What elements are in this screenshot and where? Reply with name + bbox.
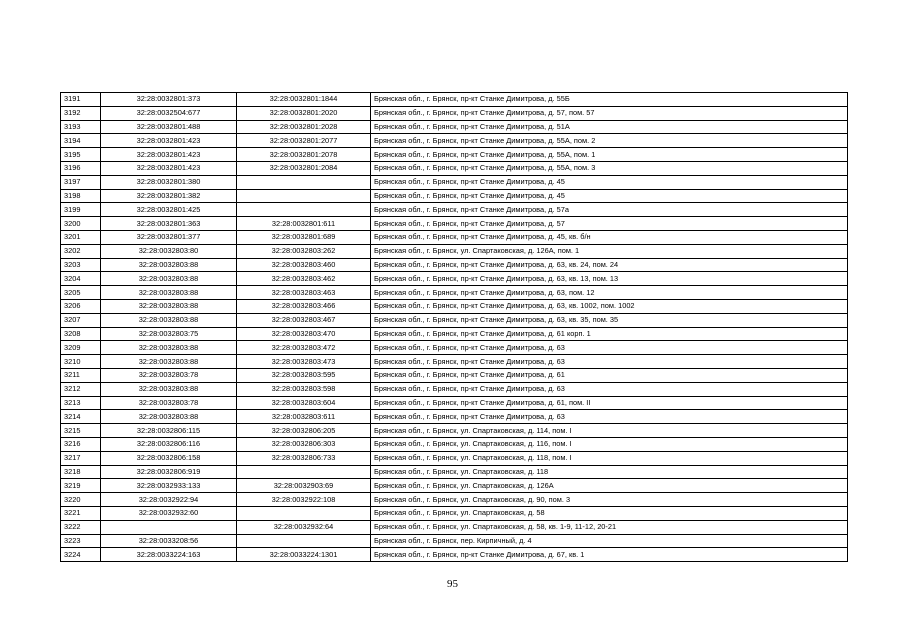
object-cadastral-number-cell: 32:28:0032801:1844 <box>237 93 371 107</box>
cadastral-table <box>60 92 848 562</box>
land-cadastral-number-cell: 32:28:0032803:88 <box>101 341 237 355</box>
row-number-cell: 3208 <box>61 327 101 341</box>
row-number-cell: 3223 <box>61 534 101 548</box>
address-cell: Брянская обл., г. Брянск, пр-кт Станке Димитрова, д. 63 <box>371 355 848 369</box>
row-number-cell: 3209 <box>61 341 101 355</box>
table-row <box>61 424 848 438</box>
table-row <box>61 258 848 272</box>
object-cadastral-number-cell: 32:28:0032806:733 <box>237 451 371 465</box>
object-cadastral-number-cell <box>237 465 371 479</box>
row-number-cell: 3211 <box>61 368 101 382</box>
address-cell: Брянская обл., г. Брянск, пр-кт Станке Димитрова, д. 45 <box>371 189 848 203</box>
land-cadastral-number-cell: 32:28:0032803:80 <box>101 244 237 258</box>
table-row <box>61 161 848 175</box>
row-number-cell: 3196 <box>61 161 101 175</box>
object-cadastral-number-cell: 32:28:0032801:689 <box>237 230 371 244</box>
table-row <box>61 506 848 520</box>
object-cadastral-number-cell: 32:28:0032922:108 <box>237 493 371 507</box>
land-cadastral-number-cell: 32:28:0032803:88 <box>101 410 237 424</box>
row-number-cell: 3191 <box>61 93 101 107</box>
land-cadastral-number-cell: 32:28:0032933:133 <box>101 479 237 493</box>
object-cadastral-number-cell <box>237 189 371 203</box>
table-row <box>61 148 848 162</box>
table-row <box>61 451 848 465</box>
table-row <box>61 520 848 534</box>
address-cell: Брянская обл., г. Брянск, пр-кт Станке Димитрова, д. 57, пом. 57 <box>371 106 848 120</box>
object-cadastral-number-cell: 32:28:0032803:467 <box>237 313 371 327</box>
address-cell: Брянская обл., г. Брянск, пр-кт Станке Димитрова, д. 55А, пом. 3 <box>371 161 848 175</box>
address-cell: Брянская обл., г. Брянск, пр-кт Станке Димитрова, д. 55А, пом. 2 <box>371 134 848 148</box>
row-number-cell: 3219 <box>61 479 101 493</box>
row-number-cell: 3197 <box>61 175 101 189</box>
land-cadastral-number-cell: 32:28:0032801:373 <box>101 93 237 107</box>
land-cadastral-number-cell: 32:28:0032806:116 <box>101 437 237 451</box>
address-cell: Брянская обл., г. Брянск, пр-кт Станке Димитрова, д. 45, кв. б/н <box>371 230 848 244</box>
table-row <box>61 189 848 203</box>
address-cell: Брянская обл., г. Брянск, пр-кт Станке Димитрова, д. 63, пом. 12 <box>371 286 848 300</box>
address-cell: Брянская обл., г. Брянск, пр-кт Станке Димитрова, д. 51А <box>371 120 848 134</box>
object-cadastral-number-cell: 32:28:0032803:466 <box>237 299 371 313</box>
land-cadastral-number-cell: 32:28:0032801:382 <box>101 189 237 203</box>
land-cadastral-number-cell: 32:28:0032803:78 <box>101 396 237 410</box>
object-cadastral-number-cell: 32:28:0032803:598 <box>237 382 371 396</box>
address-cell: Брянская обл., г. Брянск, пр-кт Станке Димитрова, д. 61, пом. II <box>371 396 848 410</box>
object-cadastral-number-cell: 32:28:0032801:2084 <box>237 161 371 175</box>
row-number-cell: 3205 <box>61 286 101 300</box>
object-cadastral-number-cell: 32:28:0033224:1301 <box>237 548 371 562</box>
table-row <box>61 396 848 410</box>
address-cell: Брянская обл., г. Брянск, пр-кт Станке Димитрова, д. 61 <box>371 368 848 382</box>
table-row <box>61 230 848 244</box>
object-cadastral-number-cell: 32:28:0032803:470 <box>237 327 371 341</box>
row-number-cell: 3204 <box>61 272 101 286</box>
land-cadastral-number-cell: 32:28:0032504:677 <box>101 106 237 120</box>
address-cell: Брянская обл., г. Брянск, пр-кт Станке Димитрова, д. 63, кв. 13, пом. 13 <box>371 272 848 286</box>
land-cadastral-number-cell: 32:28:0032801:423 <box>101 161 237 175</box>
land-cadastral-number-cell: 32:28:0032806:115 <box>101 424 237 438</box>
address-cell: Брянская обл., г. Брянск, пр-кт Станке Димитрова, д. 63 <box>371 410 848 424</box>
table-row <box>61 286 848 300</box>
address-cell: Брянская обл., г. Брянск, пер. Кирпичный, д. 4 <box>371 534 848 548</box>
land-cadastral-number-cell: 32:28:0032806:158 <box>101 451 237 465</box>
land-cadastral-number-cell: 32:28:0032801:377 <box>101 230 237 244</box>
object-cadastral-number-cell: 32:28:0032801:2078 <box>237 148 371 162</box>
land-cadastral-number-cell: 32:28:0032801:488 <box>101 120 237 134</box>
address-cell: Брянская обл., г. Брянск, пр-кт Станке Димитрова, д. 57а <box>371 203 848 217</box>
object-cadastral-number-cell: 32:28:0032801:2077 <box>237 134 371 148</box>
table-row <box>61 203 848 217</box>
row-number-cell: 3213 <box>61 396 101 410</box>
address-cell: Брянская обл., г. Брянск, пр-кт Станке Димитрова, д. 61 корп. 1 <box>371 327 848 341</box>
land-cadastral-number-cell: 32:28:0032801:380 <box>101 175 237 189</box>
land-cadastral-number-cell: 32:28:0032803:88 <box>101 313 237 327</box>
object-cadastral-number-cell: 32:28:0032803:604 <box>237 396 371 410</box>
row-number-cell: 3217 <box>61 451 101 465</box>
address-cell: Брянская обл., г. Брянск, ул. Спартаковская, д. 114, пом. I <box>371 424 848 438</box>
table-row <box>61 493 848 507</box>
row-number-cell: 3195 <box>61 148 101 162</box>
land-cadastral-number-cell: 32:28:0032803:75 <box>101 327 237 341</box>
row-number-cell: 3202 <box>61 244 101 258</box>
table-row <box>61 382 848 396</box>
row-number-cell: 3218 <box>61 465 101 479</box>
table-row <box>61 465 848 479</box>
row-number-cell: 3192 <box>61 106 101 120</box>
land-cadastral-number-cell: 32:28:0032803:88 <box>101 355 237 369</box>
address-cell: Брянская обл., г. Брянск, ул. Спартаковская, д. 118, пом. I <box>371 451 848 465</box>
object-cadastral-number-cell: 32:28:0032803:462 <box>237 272 371 286</box>
object-cadastral-number-cell: 32:28:0032803:473 <box>237 355 371 369</box>
land-cadastral-number-cell: 32:28:0032801:423 <box>101 134 237 148</box>
table-row <box>61 272 848 286</box>
land-cadastral-number-cell: 32:28:0032801:363 <box>101 217 237 231</box>
table-row <box>61 93 848 107</box>
table-row <box>61 244 848 258</box>
table-row <box>61 217 848 231</box>
row-number-cell: 3203 <box>61 258 101 272</box>
object-cadastral-number-cell: 32:28:0032801:2028 <box>237 120 371 134</box>
row-number-cell: 3194 <box>61 134 101 148</box>
address-cell: Брянская обл., г. Брянск, ул. Спартаковская, д. 58, кв. 1-9, 11-12, 20-21 <box>371 520 848 534</box>
table-row <box>61 175 848 189</box>
table-row <box>61 410 848 424</box>
address-cell: Брянская обл., г. Брянск, пр-кт Станке Димитрова, д. 57 <box>371 217 848 231</box>
object-cadastral-number-cell: 32:28:0032801:611 <box>237 217 371 231</box>
row-number-cell: 3207 <box>61 313 101 327</box>
row-number-cell: 3224 <box>61 548 101 562</box>
table-row <box>61 479 848 493</box>
land-cadastral-number-cell: 32:28:0032803:78 <box>101 368 237 382</box>
row-number-cell: 3212 <box>61 382 101 396</box>
row-number-cell: 3222 <box>61 520 101 534</box>
object-cadastral-number-cell: 32:28:0032903:69 <box>237 479 371 493</box>
row-number-cell: 3198 <box>61 189 101 203</box>
table-row <box>61 355 848 369</box>
land-cadastral-number-cell: 32:28:0033208:56 <box>101 534 237 548</box>
address-cell: Брянская обл., г. Брянск, пр-кт Станке Димитрова, д. 55А, пом. 1 <box>371 148 848 162</box>
land-cadastral-number-cell: 32:28:0032803:88 <box>101 272 237 286</box>
object-cadastral-number-cell: 32:28:0032806:205 <box>237 424 371 438</box>
table-row <box>61 313 848 327</box>
land-cadastral-number-cell: 32:28:0032803:88 <box>101 382 237 396</box>
row-number-cell: 3220 <box>61 493 101 507</box>
table-row <box>61 134 848 148</box>
land-cadastral-number-cell: 32:28:0032932:60 <box>101 506 237 520</box>
land-cadastral-number-cell: 32:28:0032803:88 <box>101 299 237 313</box>
table-body <box>61 93 848 562</box>
address-cell: Брянская обл., г. Брянск, пр-кт Станке Димитрова, д. 45 <box>371 175 848 189</box>
row-number-cell: 3193 <box>61 120 101 134</box>
table-row <box>61 299 848 313</box>
object-cadastral-number-cell: 32:28:0032803:595 <box>237 368 371 382</box>
land-cadastral-number-cell: 32:28:0032806:919 <box>101 465 237 479</box>
object-cadastral-number-cell: 32:28:0032803:472 <box>237 341 371 355</box>
object-cadastral-number-cell: 32:28:0032803:611 <box>237 410 371 424</box>
address-cell: Брянская обл., г. Брянск, пр-кт Станке Димитрова, д. 55Б <box>371 93 848 107</box>
address-cell: Брянская обл., г. Брянск, ул. Спартаковская, д. 116, пом. I <box>371 437 848 451</box>
address-cell: Брянская обл., г. Брянск, пр-кт Станке Димитрова, д. 67, кв. 1 <box>371 548 848 562</box>
page-number: 95 <box>447 578 458 590</box>
object-cadastral-number-cell <box>237 203 371 217</box>
table-row <box>61 106 848 120</box>
row-number-cell: 3200 <box>61 217 101 231</box>
address-cell: Брянская обл., г. Брянск, пр-кт Станке Димитрова, д. 63 <box>371 382 848 396</box>
table-row <box>61 548 848 562</box>
object-cadastral-number-cell <box>237 175 371 189</box>
object-cadastral-number-cell <box>237 506 371 520</box>
land-cadastral-number-cell: 32:28:0032922:94 <box>101 493 237 507</box>
table-row <box>61 534 848 548</box>
address-cell: Брянская обл., г. Брянск, ул. Спартаковская, д. 58 <box>371 506 848 520</box>
land-cadastral-number-cell <box>101 520 237 534</box>
row-number-cell: 3201 <box>61 230 101 244</box>
row-number-cell: 3215 <box>61 424 101 438</box>
land-cadastral-number-cell: 32:28:0033224:163 <box>101 548 237 562</box>
row-number-cell: 3206 <box>61 299 101 313</box>
row-number-cell: 3214 <box>61 410 101 424</box>
table-row <box>61 341 848 355</box>
land-cadastral-number-cell: 32:28:0032803:88 <box>101 258 237 272</box>
table-row <box>61 437 848 451</box>
table-row <box>61 120 848 134</box>
address-cell: Брянская обл., г. Брянск, пр-кт Станке Димитрова, д. 63, кв. 24, пом. 24 <box>371 258 848 272</box>
object-cadastral-number-cell: 32:28:0032801:2020 <box>237 106 371 120</box>
row-number-cell: 3216 <box>61 437 101 451</box>
object-cadastral-number-cell: 32:28:0032806:303 <box>237 437 371 451</box>
row-number-cell: 3199 <box>61 203 101 217</box>
address-cell: Брянская обл., г. Брянск, ул. Спартаковская, д. 90, пом. 3 <box>371 493 848 507</box>
land-cadastral-number-cell: 32:28:0032801:423 <box>101 148 237 162</box>
row-number-cell: 3221 <box>61 506 101 520</box>
address-cell: Брянская обл., г. Брянск, пр-кт Станке Димитрова, д. 63 <box>371 341 848 355</box>
address-cell: Брянская обл., г. Брянск, ул. Спартаковская, д. 126А <box>371 479 848 493</box>
address-cell: Брянская обл., г. Брянск, ул. Спартаковская, д. 126А, пом. 1 <box>371 244 848 258</box>
object-cadastral-number-cell: 32:28:0032932:64 <box>237 520 371 534</box>
address-cell: Брянская обл., г. Брянск, пр-кт Станке Димитрова, д. 63, кв. 35, пом. 35 <box>371 313 848 327</box>
object-cadastral-number-cell: 32:28:0032803:460 <box>237 258 371 272</box>
object-cadastral-number-cell: 32:28:0032803:463 <box>237 286 371 300</box>
address-cell: Брянская обл., г. Брянск, ул. Спартаковская, д. 118 <box>371 465 848 479</box>
object-cadastral-number-cell: 32:28:0032803:262 <box>237 244 371 258</box>
row-number-cell: 3210 <box>61 355 101 369</box>
object-cadastral-number-cell <box>237 534 371 548</box>
land-cadastral-number-cell: 32:28:0032801:425 <box>101 203 237 217</box>
table-row <box>61 368 848 382</box>
table-row <box>61 327 848 341</box>
land-cadastral-number-cell: 32:28:0032803:88 <box>101 286 237 300</box>
address-cell: Брянская обл., г. Брянск, пр-кт Станке Димитрова, д. 63, кв. 1002, пом. 1002 <box>371 299 848 313</box>
